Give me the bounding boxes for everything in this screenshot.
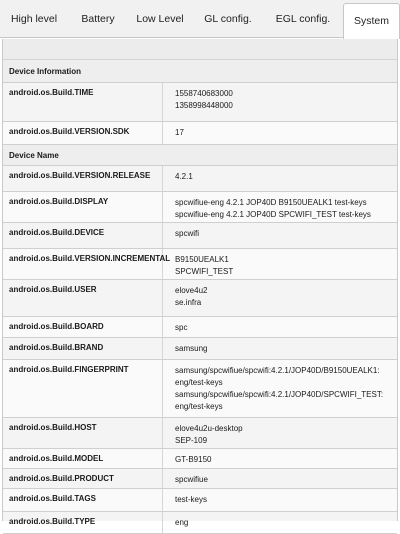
row-key: android.os.Build.USER — [3, 280, 163, 316]
table-row — [3, 249, 397, 280]
row-value: GT-B9150 — [175, 455, 212, 464]
table-row — [3, 192, 397, 223]
row-key: android.os.Build.VERSION.RELEASE — [3, 166, 163, 191]
table-row — [3, 469, 397, 489]
table-row — [3, 280, 397, 317]
table-row — [3, 122, 397, 145]
row-value: samsung — [175, 344, 208, 353]
table-row — [3, 360, 397, 418]
row-key: android.os.Build.TIME — [3, 83, 163, 121]
table-row — [3, 489, 397, 512]
tab-bar — [0, 0, 400, 38]
row-key: android.os.Build.DEVICE — [3, 223, 163, 248]
tab-high-level[interactable]: High level — [10, 13, 58, 25]
table-row — [3, 512, 397, 534]
table-row — [3, 338, 397, 360]
row-key: android.os.Build.TAGS — [3, 489, 163, 511]
section-device-name: Device Name — [3, 145, 397, 166]
row-value: 17 — [175, 128, 184, 137]
row-value: B9150UEALK1 SPCWIFI_TEST — [175, 255, 234, 276]
table-row — [3, 418, 397, 449]
panel-header-strip — [3, 39, 397, 60]
row-key: android.os.Build.PRODUCT — [3, 469, 163, 488]
row-value: spc — [175, 323, 188, 332]
row-value: 1558740683000 1358998448000 — [175, 89, 233, 110]
tab-system[interactable]: System — [343, 3, 400, 39]
row-value: elove4u2 se.infra — [175, 286, 208, 307]
row-key: android.os.Build.MODEL — [3, 449, 163, 468]
row-value: test-keys — [175, 495, 208, 504]
row-key: android.os.Build.BOARD — [3, 317, 163, 337]
row-key: android.os.Build.HOST — [3, 418, 163, 448]
row-value: spcwifiue-eng 4.2.1 JOP40D B9150UEALK1 test-keys spcwifiue-eng 4.2.1 JOP40D SPCWIFI_TEST test-keys — [175, 198, 371, 219]
row-key: android.os.Build.DISPLAY — [3, 192, 163, 222]
row-value: spcwifiue — [175, 475, 208, 484]
table-row — [3, 449, 397, 469]
tab-battery[interactable]: Battery — [81, 13, 115, 25]
row-key: android.os.Build.BRAND — [3, 338, 163, 359]
tab-egl-config[interactable]: EGL config. — [275, 13, 331, 25]
row-value: 4.2.1 — [175, 172, 193, 181]
tab-gl-config[interactable]: GL config. — [204, 13, 252, 25]
table-row — [3, 166, 397, 192]
system-info-panel[interactable] — [2, 39, 398, 527]
table-row — [3, 223, 397, 249]
row-value: samsung/spcwifiue/spcwifi:4.2.1/JOP40D/B9150UEALK1: eng/test-keys samsung/spcwifiue/spcwifi:4.2.1/JOP40D/SPCWIFI_TEST: eng/test-keys — [175, 366, 384, 411]
row-key: android.os.Build.VERSION.SDK — [3, 122, 163, 144]
row-value: eng — [175, 518, 189, 527]
row-key: android.os.Build.VERSION.INCREMENTAL — [3, 249, 163, 279]
table-row — [3, 83, 397, 122]
table-row — [3, 317, 397, 338]
row-key: android.os.Build.FINGERPRINT — [3, 360, 163, 417]
section-device-information: Device Information — [3, 60, 397, 83]
row-value: spcwifi — [175, 229, 200, 238]
tab-low-level[interactable]: Low Level — [136, 13, 184, 25]
row-value: elove4u2u-desktop SEP-109 — [175, 424, 243, 445]
row-key: android.os.Build.TYPE — [3, 512, 163, 533]
